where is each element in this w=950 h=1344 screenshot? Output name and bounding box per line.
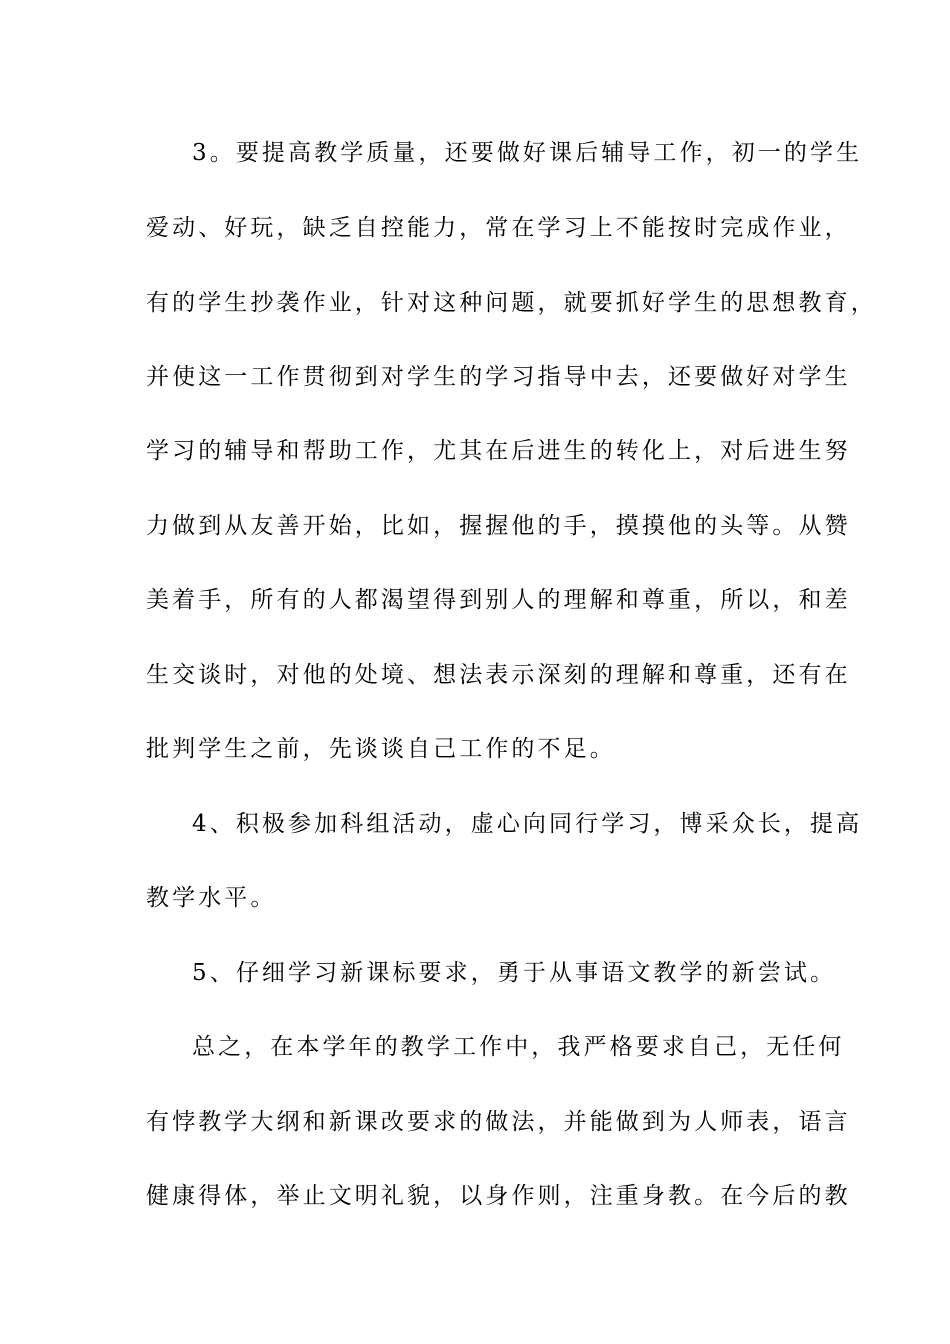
- paragraph-4-line-2: 教学水平。: [146, 885, 277, 911]
- paragraph-summary-line-1: 总之，在本学年的教学工作中，我严格要求自己，无任何: [192, 1034, 845, 1060]
- paragraph-3-line-5: 学习的辅导和帮助工作，尤其在后进生的转化上，对后进生努: [146, 438, 851, 464]
- paragraph-3-line-6: 力做到从友善开始，比如，握握他的手，摸摸他的头等。从赞: [146, 513, 851, 539]
- paragraph-5-line-1: 5、仔细学习新课标要求，勇于从事语文教学的新尝试。: [192, 960, 837, 986]
- paragraph-3-line-9: 批判学生之前，先谈谈自己工作的不足。: [146, 736, 616, 762]
- paragraph-3-line-2: 爱动、好玩，缺乏自控能力，常在学习上不能按时完成作业，: [146, 215, 851, 241]
- paragraph-4-line-1: 4、积极参加科组活动，虚心向同行学习，博采众长，提高: [192, 811, 863, 837]
- paragraph-3-line-7: 美着手，所有的人都渴望得到别人的理解和尊重，所以，和差: [146, 587, 851, 613]
- paragraph-summary-line-3: 健康得体，举止文明礼貌，以身作则，注重身教。在今后的教: [146, 1183, 851, 1209]
- paragraph-3-line-8: 生交谈时，对他的处境、想法表示深刻的理解和尊重，还有在: [146, 662, 851, 688]
- paragraph-3-line-3: 有的学生抄袭作业，针对这种问题，就要抓好学生的思想教育，: [146, 290, 877, 316]
- paragraph-summary-line-2: 有悖教学大纲和新课改要求的做法，并能做到为人师表，语言: [146, 1109, 851, 1135]
- paragraph-3-line-1: 3。要提高教学质量，还要做好课后辅导工作，初一的学生: [192, 140, 863, 166]
- paragraph-3-line-4: 并使这一工作贯彻到对学生的学习指导中去，还要做好对学生: [146, 364, 851, 390]
